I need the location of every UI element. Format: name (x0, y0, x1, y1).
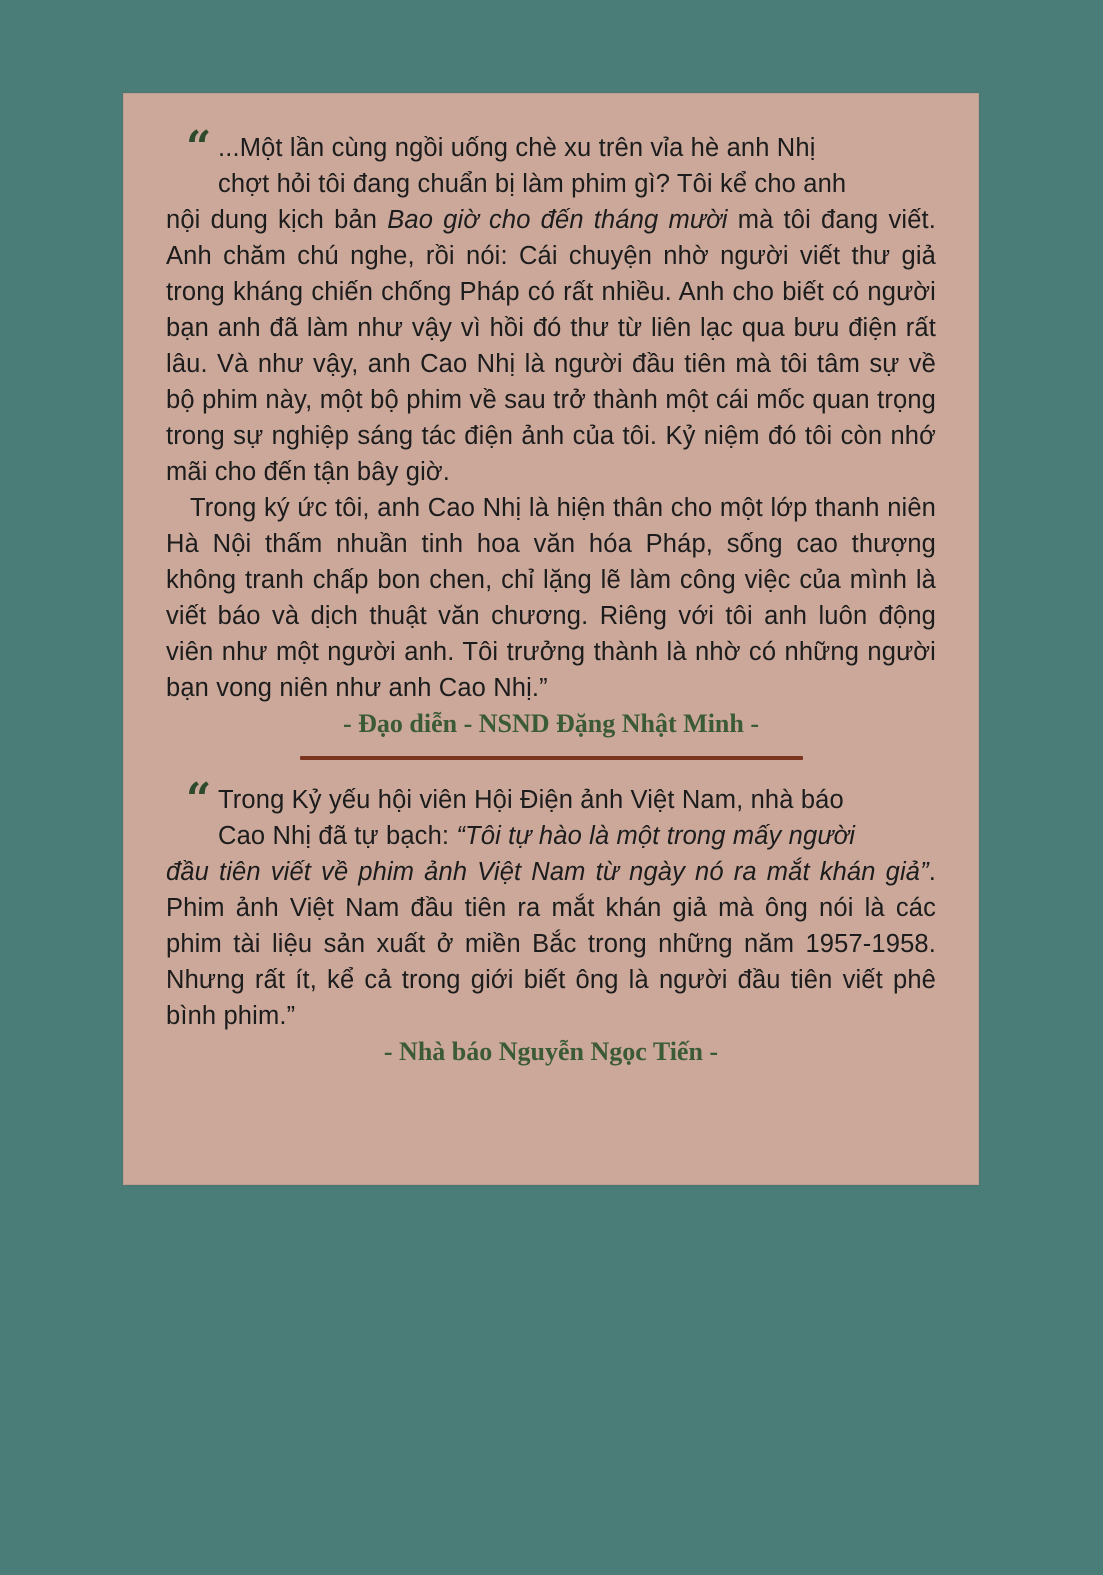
quote2-paragraph (166, 854, 936, 1034)
quote2-line-2-pre: Cao Nhị đã tự bạch: (218, 822, 457, 850)
open-quote-mark-icon: “ (186, 774, 212, 825)
quote2-line-2 (166, 818, 936, 854)
open-quote-mark-icon: “ (186, 122, 212, 173)
quote2-line-1: Trong Kỷ yếu hội viên Hội Điện ảnh Việt Nam, nhà báo (218, 786, 844, 814)
quote-block-2 (166, 774, 936, 1034)
section-divider (300, 756, 803, 760)
film-title: Bao giờ cho đến tháng mười (387, 206, 728, 234)
quote-block-1 (166, 122, 937, 706)
quote1-paragraph-2: Trong ký ức tôi, anh Cao Nhị là hiện thân cho một lớp thanh niên Hà Nội thấm nhuần tinh hoa văn hóa Pháp, sống cao thượng không tranh chấp bon chen, chỉ lặng lẽ làm công việc của mình là viết báo và dịch thuật văn chương. Riêng với tôi anh luôn động viên như một người anh. Tôi trưởng thành là nhờ có những người bạn vong niên như anh Cao Nhị.” (166, 494, 936, 702)
quote2-italic-text: đầu tiên viết về phim ảnh Việt Nam từ ngày nó ra mắt khán giả” (166, 858, 929, 886)
quote2-line-2-italic: “Tôi tự hào là một trong mấy người (456, 822, 856, 850)
quote2-text-post: . Phim ảnh Việt Nam đầu tiên ra mắt khán giả mà ông nói là các phim tài liệu sản xuất ở miền Bắc trong những năm 1957-1958. Nhưng rất ít, kể cả trong giới biết ông là người đầu tiên viết phê bình phim.” (166, 858, 936, 1030)
quote2-attribution: - Nhà báo Nguyễn Ngọc Tiến - (383, 1037, 719, 1066)
quote1-line-2: chợt hỏi tôi đang chuẩn bị làm phim gì? Tôi kể cho anh (218, 170, 847, 198)
quote1-text-post: mà tôi đang viết. Anh chăm chú nghe, rồi nói: Cái chuyện nhờ người viết thư giả trong kháng chiến chống Pháp có rất nhiều. Anh cho biết có người bạn anh đã làm như vậy vì hồi đó thư từ liên lạc qua bưu điện rất lâu. Và như vậy, anh Cao Nhị là người đầu tiên mà tôi tâm sự về bộ phim này, một bộ phim về sau trở thành một cái mốc quan trọng trong sự nghiệp sáng tác điện ảnh của tôi. Kỷ niệm đó tôi còn nhớ mãi cho đến tận bây giờ. (166, 206, 937, 486)
quote1-text-pre: nội dung kịch bản (166, 206, 388, 234)
quote1-paragraph-1 (166, 202, 936, 490)
quote1-attribution: - Đạo diễn - NSND Đặng Nhật Minh - (342, 709, 760, 738)
quote1-line-1: ...Một lần cùng ngồi uống chè xu trên vỉa hè anh Nhị (218, 134, 816, 162)
quote-panel (124, 94, 978, 1184)
